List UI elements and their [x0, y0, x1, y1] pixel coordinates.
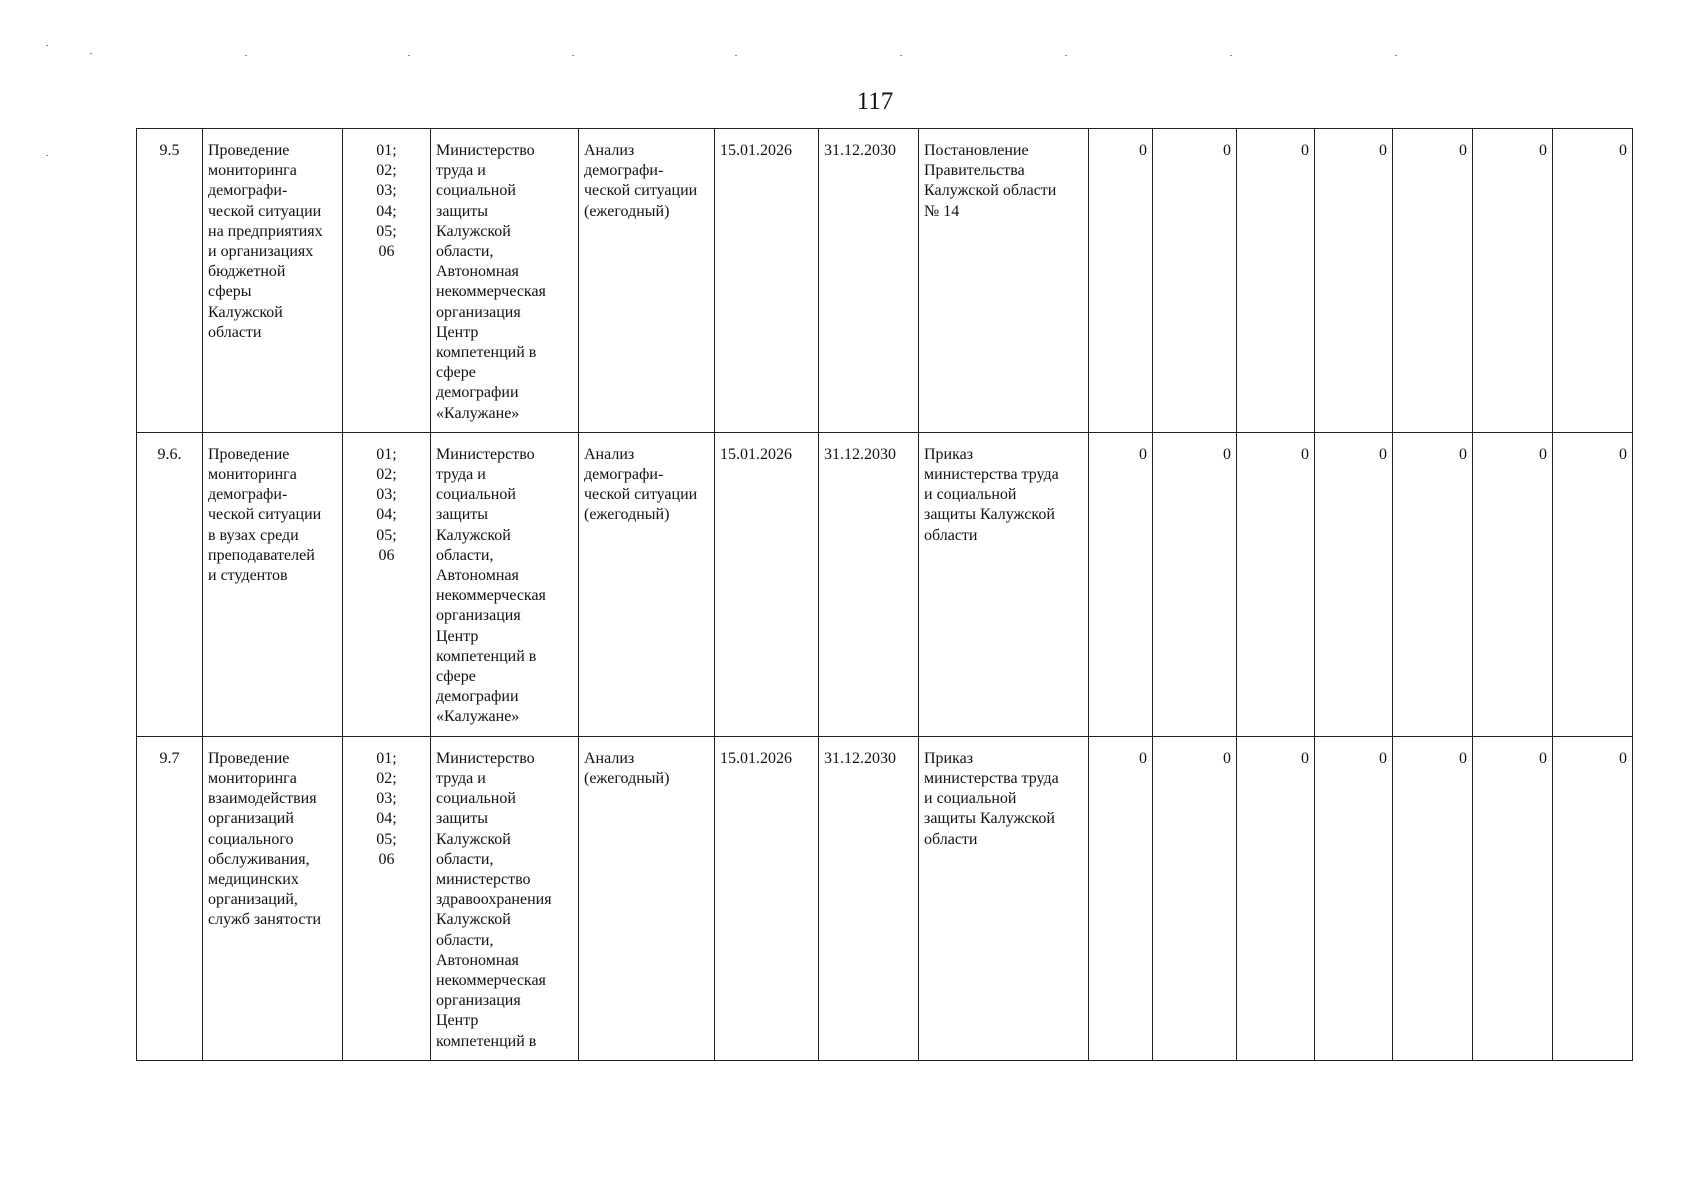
legal-document: Приказ министерства труда и социальной защиты Калужской области — [919, 736, 1089, 1060]
activities-table — [136, 128, 1633, 1061]
row-number: 9.7 — [137, 736, 203, 1060]
funding-value: 0 — [1473, 736, 1553, 1060]
scan-speck — [1230, 55, 1232, 56]
funding-value: 0 — [1553, 736, 1633, 1060]
legal-document: Постановление Правительства Калужской области № 14 — [919, 129, 1089, 433]
expected-result: Анализ демографи- ческой ситуации (ежегодный) — [579, 129, 715, 433]
start-date: 15.01.2026 — [715, 432, 819, 736]
funding-value: 0 — [1393, 432, 1473, 736]
scan-speck — [1065, 55, 1067, 56]
funding-value: 0 — [1237, 129, 1315, 433]
funding-value: 0 — [1473, 432, 1553, 736]
funding-value: 0 — [1153, 736, 1237, 1060]
table-row — [137, 129, 1633, 433]
page-number: 117 — [856, 88, 894, 115]
funding-value: 0 — [1315, 432, 1393, 736]
end-date: 31.12.2030 — [819, 129, 919, 433]
scan-speck — [735, 55, 737, 56]
funding-value: 0 — [1393, 129, 1473, 433]
legal-document: Приказ министерства труда и социальной защиты Калужской области — [919, 432, 1089, 736]
executor: Министерство труда и социальной защиты Калужской области, Автономная некоммерческая организация Центр компетенций в сфере демографии «Калужане» — [431, 432, 579, 736]
funding-value: 0 — [1473, 129, 1553, 433]
row-number: 9.5 — [137, 129, 203, 433]
funding-value: 0 — [1237, 432, 1315, 736]
funding-value: 0 — [1237, 736, 1315, 1060]
scan-speck — [408, 55, 410, 56]
row-number: 9.6. — [137, 432, 203, 736]
indicator-codes: 01; 02; 03; 04; 05; 06 — [343, 736, 431, 1060]
executor: Министерство труда и социальной защиты Калужской области, Автономная некоммерческая организация Центр компетенций в сфере демографии «Калужане» — [431, 129, 579, 433]
scan-speck — [1395, 55, 1397, 56]
expected-result: Анализ (ежегодный) — [579, 736, 715, 1060]
funding-value: 0 — [1089, 432, 1153, 736]
funding-value: 0 — [1315, 736, 1393, 1060]
activity-name: Проведение мониторинга взаимодействия организаций социального обслуживания, медицинских организаций, служб занятости — [203, 736, 343, 1060]
scan-speck — [245, 55, 247, 56]
scan-speck — [90, 53, 92, 54]
executor: Министерство труда и социальной защиты Калужской области, министерство здравоохранения Калужской области, Автономная некоммерческая организация Центр компетенций в — [431, 736, 579, 1060]
funding-value: 0 — [1553, 129, 1633, 433]
scan-speck — [46, 45, 48, 46]
start-date: 15.01.2026 — [715, 736, 819, 1060]
scan-speck — [46, 155, 48, 156]
end-date: 31.12.2030 — [819, 736, 919, 1060]
indicator-codes: 01; 02; 03; 04; 05; 06 — [343, 432, 431, 736]
activity-name: Проведение мониторинга демографи- ческой ситуации на предприятиях и организациях бюджетной сферы Калужской области — [203, 129, 343, 433]
funding-value: 0 — [1153, 129, 1237, 433]
funding-value: 0 — [1315, 129, 1393, 433]
scan-speck — [572, 55, 574, 56]
table-row — [137, 432, 1633, 736]
funding-value: 0 — [1153, 432, 1237, 736]
end-date: 31.12.2030 — [819, 432, 919, 736]
table-row — [137, 736, 1633, 1060]
activity-name: Проведение мониторинга демографи- ческой ситуации в вузах среди преподавателей и студентов — [203, 432, 343, 736]
funding-value: 0 — [1393, 736, 1473, 1060]
start-date: 15.01.2026 — [715, 129, 819, 433]
expected-result: Анализ демографи- ческой ситуации (ежегодный) — [579, 432, 715, 736]
funding-value: 0 — [1089, 736, 1153, 1060]
scan-speck — [900, 55, 902, 56]
indicator-codes: 01; 02; 03; 04; 05; 06 — [343, 129, 431, 433]
funding-value: 0 — [1089, 129, 1153, 433]
funding-value: 0 — [1553, 432, 1633, 736]
